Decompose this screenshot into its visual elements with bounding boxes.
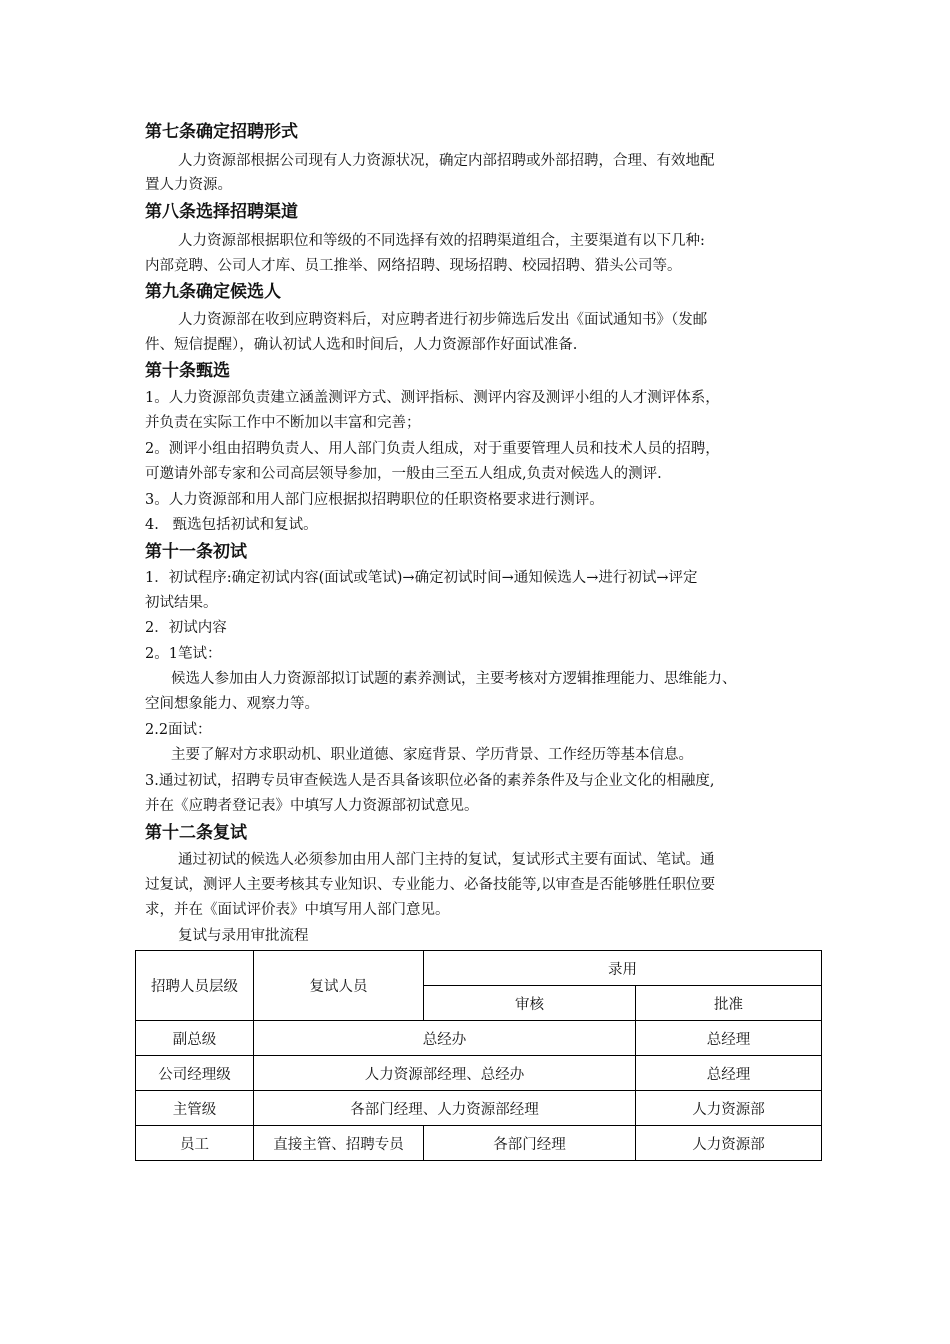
cell-interviewer-review: 总经办 — [254, 1021, 636, 1056]
article-11-line: 3.通过初试，招聘专员审查候选人是否具备该职位必备的素养条件及与企业文化的相融度, — [145, 773, 715, 789]
article-8-line: 人力资源部根据职位和等级的不同选择有效的招聘渠道组合，主要渠道有以下几种: — [178, 233, 705, 249]
cell-approve: 人力资源部 — [636, 1126, 822, 1161]
article-10-line: 4. 甄选包括初试和复试。 — [145, 517, 318, 533]
article-9-line: 人力资源部在收到应聘资料后，对应聘者进行初步筛选后发出《面试通知书》（发邮 — [178, 312, 708, 328]
approval-table — [135, 950, 822, 1161]
article-12-line: 通过初试的候选人必须参加由用人部门主持的复试，复试形式主要有面试、笔试。通 — [178, 852, 715, 868]
article-7-heading: 第七条确定招聘形式 — [145, 122, 298, 142]
table-row — [136, 1021, 822, 1056]
article-10-line: 1。人力资源部负责建立涵盖测评方式、测评指标、测评内容及测评小组的人才测评体系， — [145, 390, 720, 406]
header-interviewer: 复试人员 — [254, 951, 424, 1021]
article-10-line: 2。测评小组由招聘负责人、用人部门负责人组成，对于重要管理人员和技术人员的招聘， — [145, 441, 720, 457]
article-11-line: 主要了解对方求职动机、职业道德、家庭背景、学历背景、工作经历等基本信息。 — [171, 747, 693, 763]
article-7-line: 置人力资源。 — [145, 177, 232, 193]
cell-level: 公司经理级 — [136, 1056, 254, 1091]
article-11-line: 空间想象能力、观察力等。 — [145, 696, 319, 712]
table-header-row — [136, 951, 822, 986]
article-9-line: 件、短信提醒），确认初试人选和时间后，人力资源部作好面试准备. — [145, 337, 578, 353]
article-12-line: 求，并在《面试评价表》中填写用人部门意见。 — [145, 902, 450, 918]
header-hire: 录用 — [424, 951, 822, 986]
article-12-heading: 第十二条复试 — [145, 823, 247, 843]
cell-interviewer-review: 各部门经理、人力资源部经理 — [254, 1091, 636, 1126]
article-8-line: 内部竞聘、公司人才库、员工推举、网络招聘、现场招聘、校园招聘、猎头公司等。 — [145, 258, 682, 274]
article-12-line: 过复试，测评人主要考核其专业知识、专业能力、必备技能等,以审查是否能够胜任职位要 — [145, 877, 716, 893]
article-10-line: 并负责在实际工作中不断加以丰富和完善； — [145, 415, 421, 431]
header-level: 招聘人员层级 — [136, 951, 254, 1021]
article-11-line: 候选人参加由人力资源部拟订试题的素养测试，主要考核对方逻辑推理能力、思维能力、 — [171, 671, 737, 687]
article-11-line: 2.2面试： — [145, 722, 212, 738]
article-7-line: 人力资源部根据公司现有人力资源状况，确定内部招聘或外部招聘，合理、有效地配 — [178, 153, 715, 169]
article-10-line: 可邀请外部专家和公司高层领导参加，一般由三至五人组成,负责对候选人的测评. — [145, 466, 662, 482]
cell-approve: 总经理 — [636, 1056, 822, 1091]
cell-review: 各部门经理 — [424, 1126, 636, 1161]
article-8-heading: 第八条选择招聘渠道 — [145, 202, 298, 222]
cell-level: 员工 — [136, 1126, 254, 1161]
article-11-line: 2．初试内容 — [145, 620, 227, 636]
table-row — [136, 1126, 822, 1161]
cell-interviewer-review: 人力资源部经理、总经办 — [254, 1056, 636, 1091]
table-row — [136, 1091, 822, 1126]
article-11-heading: 第十一条初试 — [145, 542, 247, 562]
article-9-heading: 第九条确定候选人 — [145, 282, 281, 302]
cell-approve: 人力资源部 — [636, 1091, 822, 1126]
article-10-line: 3。人力资源部和用人部门应根据拟招聘职位的任职资格要求进行测评。 — [145, 492, 604, 508]
cell-approve: 总经理 — [636, 1021, 822, 1056]
header-approve: 批准 — [636, 986, 822, 1021]
table-caption: 复试与录用审批流程 — [178, 928, 309, 944]
article-11-line: 并在《应聘者登记表》中填写人力资源部初试意见。 — [145, 798, 479, 814]
article-10-heading: 第十条甄选 — [145, 361, 230, 381]
header-review: 审核 — [424, 986, 636, 1021]
article-11-line: 1．初试程序:确定初试内容(面试或笔试)→确定初试时间→通知候选人→进行初试→评定 — [145, 570, 698, 586]
cell-level: 副总级 — [136, 1021, 254, 1056]
cell-level: 主管级 — [136, 1091, 254, 1126]
article-11-line: 初试结果。 — [145, 595, 218, 611]
cell-interviewer: 直接主管、招聘专员 — [254, 1126, 424, 1161]
table-row — [136, 1056, 822, 1091]
article-11-line: 2。1笔试： — [145, 646, 222, 662]
